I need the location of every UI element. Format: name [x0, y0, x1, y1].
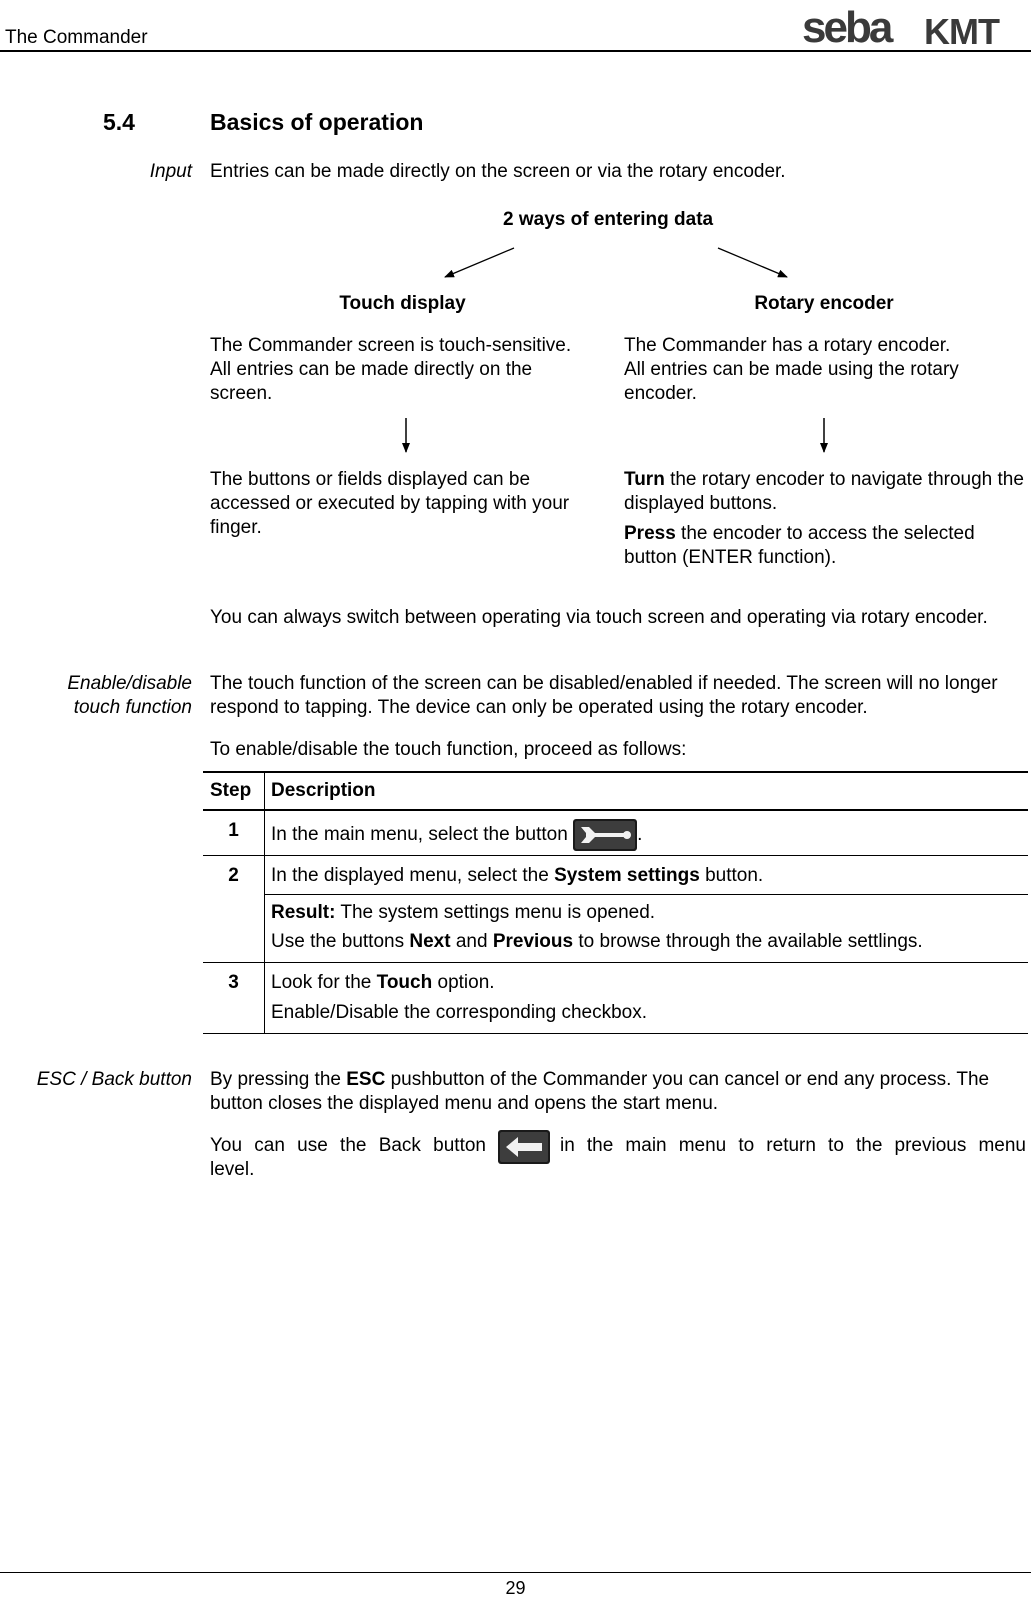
side-label-touch-function	[12, 672, 192, 720]
side-label-line2: touch function	[73, 697, 192, 718]
col-step-header: Step	[203, 772, 265, 810]
table-row	[203, 810, 1028, 856]
back-text-post: in the main menu to return to the previous menu	[560, 1135, 1026, 1156]
step-description	[265, 810, 1029, 856]
col-description-header: Description	[271, 780, 376, 801]
step2-text-bold: System settings	[554, 865, 700, 886]
section-number: 5.4	[103, 109, 135, 135]
rotary-text-line1: The Commander has a rotary encoder.	[624, 335, 951, 356]
press-keyword: Press	[624, 523, 676, 544]
press-rest: the encoder to access the selected button (ENTER function).	[624, 523, 975, 568]
step2-text-pre: In the displayed menu, select the	[271, 865, 555, 886]
input-intro-text: Entries can be made directly on the screen or via the rotary encoder.	[210, 161, 786, 182]
step3-text-bold: Touch	[376, 972, 433, 993]
rotary-encoder-heading: Rotary encoder	[754, 293, 894, 314]
esc-text	[210, 1068, 1026, 1116]
back-arrow-icon	[498, 1130, 550, 1164]
back-text-post-line1	[560, 1134, 1026, 1158]
step3-line2: Enable/Disable the corresponding checkbox.	[271, 1002, 648, 1023]
browse-pre: Use the buttons	[271, 931, 410, 952]
wrench-icon	[573, 819, 637, 851]
section-title: Basics of operation	[210, 109, 424, 135]
esc-text-pre: By pressing the	[210, 1069, 347, 1090]
side-label-line1: Enable/disable	[67, 673, 192, 694]
step3-text-post: option.	[432, 972, 495, 993]
browse-and: and	[450, 931, 493, 952]
touch-action-text: The buttons or fields displayed can be accessed or executed by tapping with your finger.	[210, 469, 570, 538]
browse-prev: Previous	[492, 931, 574, 952]
step-description	[265, 856, 1029, 895]
step-number: 3	[203, 963, 265, 1034]
logo-text-seba: seba	[802, 8, 891, 48]
result-text: The system settings menu is opened.	[335, 902, 656, 923]
side-label-esc: ESC / Back button	[36, 1069, 192, 1090]
back-text-pre	[210, 1134, 486, 1158]
step-result	[265, 895, 1029, 963]
table-row	[203, 963, 1028, 1034]
browse-post: to browse through the available settlings.	[573, 931, 923, 952]
touch-display-heading: Touch display	[339, 293, 466, 314]
touch-display-text: The Commander screen is touch-sensitive. All entries can be made directly on the screen.	[210, 335, 572, 404]
esc-keyword: ESC	[346, 1069, 386, 1090]
back-text-pre-words: You can use the Back button	[210, 1135, 486, 1156]
rotary-press-text	[624, 522, 1024, 570]
step2-text-post: button.	[699, 865, 764, 886]
step1-text: In the main menu, select the button	[271, 824, 568, 846]
touch-function-text: The touch function of the screen can be disabled/enabled if needed. The screen will no longer respond to tapping. The device can only be operated using the rotary encoder.	[210, 673, 998, 718]
switch-text: You can always switch between operating via touch screen and operating via rotary encoder.	[210, 607, 988, 628]
back-text-post-line2: level.	[210, 1159, 255, 1180]
step3-text-pre: Look for the	[271, 972, 377, 993]
logo-text-kmt: KMT	[924, 11, 999, 48]
back-button-line	[210, 1134, 496, 1158]
result-label: Result:	[271, 902, 336, 923]
turn-rest: the rotary encoder to navigate through the displayed buttons.	[624, 469, 1024, 514]
rotary-encoder-text	[624, 334, 1024, 406]
arrow-to-rotary-encoder	[718, 248, 787, 277]
rotary-turn-text	[624, 468, 1024, 516]
side-label-input: Input	[149, 161, 192, 182]
rotary-actions	[624, 468, 1024, 570]
page-number: 29	[505, 1578, 526, 1598]
browse-next: Next	[409, 931, 451, 952]
footer-rule	[0, 1572, 1031, 1573]
arrow-to-touch-display	[445, 248, 514, 277]
step-number: 1	[203, 810, 265, 856]
proceed-text: To enable/disable the touch function, proceed as follows:	[210, 739, 687, 760]
steps-table-header	[203, 772, 1028, 810]
turn-keyword: Turn	[624, 469, 665, 490]
step-number: 2	[203, 856, 265, 963]
steps-table	[203, 771, 1028, 1034]
step-description	[265, 963, 1029, 1034]
step1-trailing: .	[637, 824, 643, 846]
rotary-text-line2: All entries can be made using the rotary encoder.	[624, 359, 959, 404]
diagram-title: 2 ways of entering data	[503, 209, 714, 230]
esc-text-post: pushbutton of the Commander you can cancel or end any process. The button closes the displayed menu and opens the start menu.	[210, 1069, 990, 1114]
table-row	[203, 856, 1028, 895]
document-header-title: The Commander	[5, 27, 148, 48]
table-row	[203, 895, 1028, 963]
